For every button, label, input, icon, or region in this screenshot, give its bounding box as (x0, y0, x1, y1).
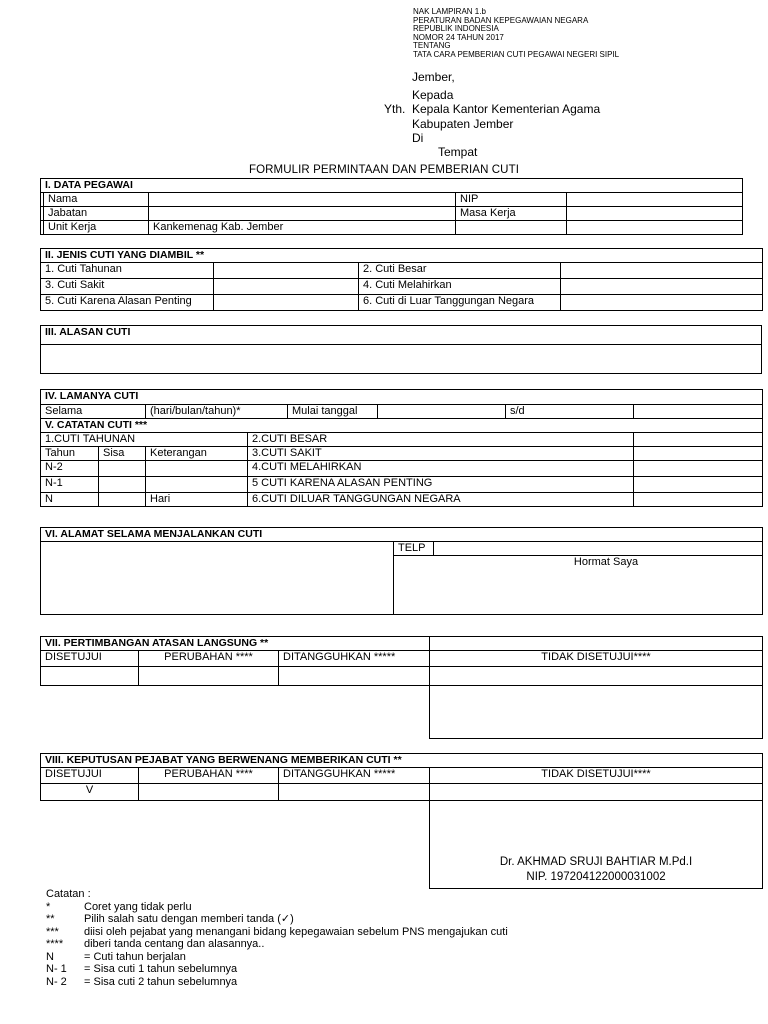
cuti-luar-tanggungan-label: 6. Cuti di Luar Tanggungan Negara (359, 295, 561, 311)
yth-label: Yth. (384, 102, 406, 116)
note-item: **** diberi tanda centang dan alasannya.. (46, 938, 265, 950)
n1-label: N-1 (41, 477, 99, 493)
disetujui-header: DISETUJUI (41, 768, 139, 784)
section-keputusan-pejabat (40, 753, 763, 889)
recipient-line-2: Kabupaten Jember (412, 117, 514, 131)
note-item: N- 1 = Sisa cuti 1 tahun sebelumnya (46, 963, 238, 975)
n-sisa[interactable] (99, 493, 146, 507)
section-data-pegawai (40, 178, 743, 235)
section-title: I. DATA PEGAWAI (41, 179, 743, 193)
note-item: * Coret yang tidak perlu (46, 900, 192, 913)
n2-label: N-2 (41, 461, 99, 477)
unit-kerja-label: Unit Kerja (44, 221, 149, 235)
telp-label: TELP (394, 542, 434, 556)
cuti-luar-tanggungan-check[interactable] (561, 295, 763, 311)
n1-sisa[interactable] (99, 477, 146, 493)
hormat-saya-box (394, 556, 763, 615)
sisa-header: Sisa (99, 447, 146, 461)
cuti-melahirkan-label: 4.CUTI MELAHIRKAN (248, 461, 634, 477)
atasan-signature-box[interactable] (430, 686, 763, 739)
note-item: *** diisi oleh pejabat yang menangani bidang kepegawaian sebelum PNS mengajukan cuti (46, 925, 508, 938)
nip-value[interactable] (567, 193, 743, 207)
notes-title: Catatan : (46, 888, 91, 900)
cuti-sakit-label: 3.CUTI SAKIT (248, 447, 634, 461)
perubahan-check[interactable] (139, 667, 279, 686)
note-item: N = Cuti tahun berjalan (46, 950, 186, 963)
sd-label: s/d (506, 405, 634, 419)
section-jenis-cuti (40, 248, 763, 311)
note-item: N- 2 = Sisa cuti 2 tahun sebelumnya (46, 975, 238, 988)
section-title: III. ALASAN CUTI (41, 326, 762, 345)
n1-keterangan[interactable] (146, 477, 248, 493)
header-line: NAK LAMPIRAN 1.b (413, 7, 486, 16)
notes-block (46, 888, 508, 988)
section-alasan-cuti (40, 325, 762, 374)
section-title: VII. PERTIMBANGAN ATASAN LANGSUNG ** (41, 637, 430, 651)
ditangguhkan-check[interactable] (279, 784, 430, 801)
hari-label: Hari (146, 493, 248, 507)
signer-name: Dr. AKHMAD SRUJI BAHTIAR M.Pd.I (499, 856, 693, 868)
di-label: Di (412, 131, 424, 145)
perubahan-header: PERUBAHAN **** (139, 768, 279, 784)
cuti-sakit-check[interactable] (214, 279, 359, 295)
section-title: VIII. KEPUTUSAN PEJABAT YANG BERWENANG MEMBERIKAN CUTI ** (41, 754, 763, 768)
tahun-header: Tahun (41, 447, 99, 461)
cuti-tahunan-header: 1.CUTI TAHUNAN (41, 433, 248, 447)
recipient-line-1: Kepala Kantor Kementerian Agama (412, 102, 601, 116)
n2-sisa[interactable] (99, 461, 146, 477)
selama-label: Selama (41, 405, 146, 419)
jabatan-label: Jabatan (44, 207, 149, 221)
n2-keterangan[interactable] (146, 461, 248, 477)
cuti-tahunan-check[interactable] (214, 263, 359, 279)
section-title: IV. LAMANYA CUTI (41, 390, 763, 405)
tidak-disetujui-header: TIDAK DISETUJUI**** (430, 768, 763, 784)
cuti-melahirkan-value[interactable] (634, 461, 763, 477)
cuti-melahirkan-label: 4. Cuti Melahirkan (359, 279, 561, 295)
tempat-label: Tempat (438, 145, 478, 159)
kepada-label: Kepada (412, 88, 454, 102)
signer-nip: NIP. 197204122000031002 (526, 871, 666, 883)
tidak-disetujui-check[interactable] (430, 667, 763, 686)
masa-kerja-value[interactable] (567, 207, 743, 221)
perubahan-header: PERUBAHAN **** (139, 651, 279, 667)
pejabat-signature-box (430, 801, 763, 889)
telp-value[interactable] (434, 542, 763, 556)
tidak-disetujui-check[interactable] (430, 784, 763, 801)
ditangguhkan-check[interactable] (279, 667, 430, 686)
cuti-besar-label: 2. Cuti Besar (359, 263, 561, 279)
satuan-label: (hari/bulan/tahun)* (146, 405, 288, 419)
tidak-disetujui-header: TIDAK DISETUJUI**** (430, 651, 763, 667)
alamat-field[interactable] (41, 542, 394, 615)
header-line: TENTANG (413, 41, 451, 51)
cuti-penting-label: 5. Cuti Karena Alasan Penting (41, 295, 214, 311)
ditangguhkan-header: DITANGGUHKAN ***** (279, 651, 430, 667)
disetujui-check[interactable]: V (41, 784, 139, 801)
city-date: Jember, (412, 70, 455, 84)
disetujui-check[interactable] (41, 667, 139, 686)
section-pertimbangan-atasan (40, 636, 763, 739)
header-line: PERATURAN BADAN KEPEGAWAIAN NEGARA (413, 15, 589, 25)
section-title: II. JENIS CUTI YANG DIAMBIL ** (41, 249, 763, 263)
cuti-tahunan-label: 1. Cuti Tahunan (41, 263, 214, 279)
unit-kerja-value[interactable]: Kankemenag Kab. Jember (149, 221, 456, 235)
perubahan-check[interactable] (139, 784, 279, 801)
mulai-tanggal-label: Mulai tanggal (288, 405, 378, 419)
cuti-penting-label: 5 CUTI KARENA ALASAN PENTING (248, 477, 634, 493)
disetujui-header: DISETUJUI (41, 651, 139, 667)
cuti-besar-label: 2.CUTI BESAR (248, 433, 634, 447)
hormat-saya-label: Hormat Saya (573, 556, 639, 568)
cuti-melahirkan-check[interactable] (561, 279, 763, 295)
keterangan-header: Keterangan (146, 447, 248, 461)
cuti-diluar-label: 6.CUTI DILUAR TANGGUNGAN NEGARA (248, 493, 634, 507)
alasan-cuti-field[interactable] (41, 345, 762, 374)
header-line: TATA CARA PEMBERIAN CUTI PEGAWAI NEGERI SIPIL (413, 49, 620, 59)
nama-label: Nama (44, 193, 149, 207)
section-title: VI. ALAMAT SELAMA MENJALANKAN CUTI (41, 528, 763, 542)
sampai-tanggal-value[interactable] (634, 405, 763, 419)
regulation-header (413, 8, 619, 60)
nama-value[interactable] (149, 193, 456, 207)
cuti-penting-value[interactable] (634, 477, 763, 493)
jabatan-value[interactable] (149, 207, 456, 221)
cuti-penting-check[interactable] (214, 295, 359, 311)
masa-kerja-label: Masa Kerja (456, 207, 567, 221)
header-line: NOMOR 24 TAHUN 2017 (413, 32, 504, 42)
n-label: N (41, 493, 99, 507)
mulai-tanggal-value[interactable] (378, 405, 506, 419)
header-line: REPUBLIK INDONESIA (413, 24, 499, 34)
note-item: ** Pilih salah satu dengan memberi tanda (✓) (46, 913, 294, 925)
ditangguhkan-header: DITANGGUHKAN ***** (279, 768, 430, 784)
cuti-sakit-label: 3. Cuti Sakit (41, 279, 214, 295)
nip-label: NIP (456, 193, 567, 207)
cuti-besar-value[interactable] (634, 433, 763, 447)
cuti-diluar-value[interactable] (634, 493, 763, 507)
section-alamat-cuti (40, 527, 763, 615)
cuti-besar-check[interactable] (561, 263, 763, 279)
section-title: V. CATATAN CUTI *** (41, 419, 763, 433)
cuti-sakit-value[interactable] (634, 447, 763, 461)
section-lamanya-catatan (40, 389, 763, 507)
form-title: FORMULIR PERMINTAAN DAN PEMBERIAN CUTI (248, 164, 520, 176)
